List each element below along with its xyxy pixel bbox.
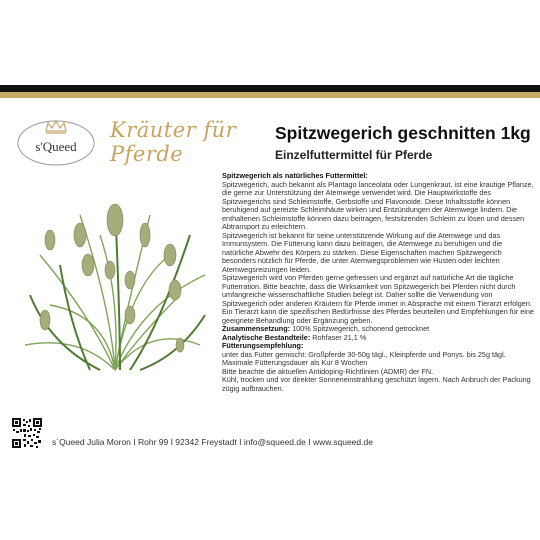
product-title: Spitzwegerich geschnitten 1kg <box>275 123 531 143</box>
plantain-illustration <box>20 195 210 375</box>
header-band-gold <box>0 92 540 98</box>
qr-code-icon <box>12 418 42 448</box>
crown-icon <box>46 121 66 133</box>
analysis-value: Rohfaser 21,1 % <box>310 332 367 342</box>
composition-label: Zusammensetzung: <box>222 324 291 333</box>
composition-value: 100% Spitzwegerich, schonend getrocknet <box>290 324 430 333</box>
brand-logo <box>16 115 96 167</box>
feeding-label: Fütterungsempfehlung: <box>222 341 304 350</box>
feeding-line-2: Maximale Fütterungsdauer als Kur 8 Wochen <box>222 358 368 367</box>
description-paragraph-2: Spitzwegerich ist bekannt für seine unterstützende Wirkung auf die Atemwege und das Immunsystem. Die Fütterung kann dazu beitragen, die Atemwege zu beruhigen und die natürliche Abwehr des Körpers zu stärken. Diese Eigenschaften machen Spitzwegerich besonders nützlich für Pferde, die unter Atemwegsproblemen wie Husten oder leichten Atemwegsreizungen leiden. <box>222 230 503 274</box>
feeding-line-1: unter das Futter gemischt: Großpferde 30-50g tägl., Kleinpferde und Ponys. bis 25g tägl. <box>222 349 506 359</box>
analysis-label: Analytische Bestandteile: <box>222 332 311 342</box>
footer-contact: s´Queed Julia Moron I Rohr 99 I 92342 Freystadt I info@squeed.de I www.squeed.de <box>52 437 373 447</box>
logo-text: s'Queed <box>35 139 77 154</box>
script-tagline: Kräuter für Pferde <box>110 118 237 166</box>
product-description <box>222 172 534 393</box>
description-heading: Spitzwegerich als natürliches Futtermittel: <box>222 171 368 180</box>
feeding-line-4: Kühl, trocken und vor direkter Sonneneinstrahlung geschützt lagern. Nach Anbruch der Packung zügig aufbrauchen. <box>222 375 531 393</box>
description-paragraph-3: Spitzwegerich wird von Pferden gerne gefressen und ergänzt auf natürliche Art die tägliche Futterration. Bitte beachte, dass die Wirksamkeit von Spitzwegerich bei Pferden nicht durch umfangreiche wissenschaftliche Studien belegt ist. Daher sollte die Verwendung von Spitzwegerich oder anderen Kräutern für Pferde immer in Absprache mit einem Tierarzt erfolgen. Ein Tierarzt kann die spezifischen Bedürfnisse des Pferdes beurteilen und Empfehlungen für eine geeignete Behandlung oder Ergänzung geben. <box>222 273 534 325</box>
header-band-black <box>0 85 540 92</box>
product-subtitle: Einzelfuttermittel für Pferde <box>275 148 433 162</box>
feeding-line-3: Bitte beachte die aktuellen Antidoping-Richtlinien (ADMR) der FN. <box>222 366 434 376</box>
description-paragraph-1: Spitzwegerich, auch bekannt als Plantago lanceolata oder Lungenkraut, ist eine krautige Pflanze, die gerne zur Unterstützung der Atemwege verwendet wird. Die Hauptwirkstoffe des Spitzwegerichs sind Schleimstoffe, Gerbstoffe und Flavonoide. Diese Inhaltsstoffe können beruhigend auf gereizte Schleimhäute wirken und Entzündungen der Atemwege lindern. Die enthaltenen Schleimstoffe können dazu beitragen, festsitzenden Schleim zu lösen und dessen Abtransport zu erleichtern. <box>222 179 534 231</box>
